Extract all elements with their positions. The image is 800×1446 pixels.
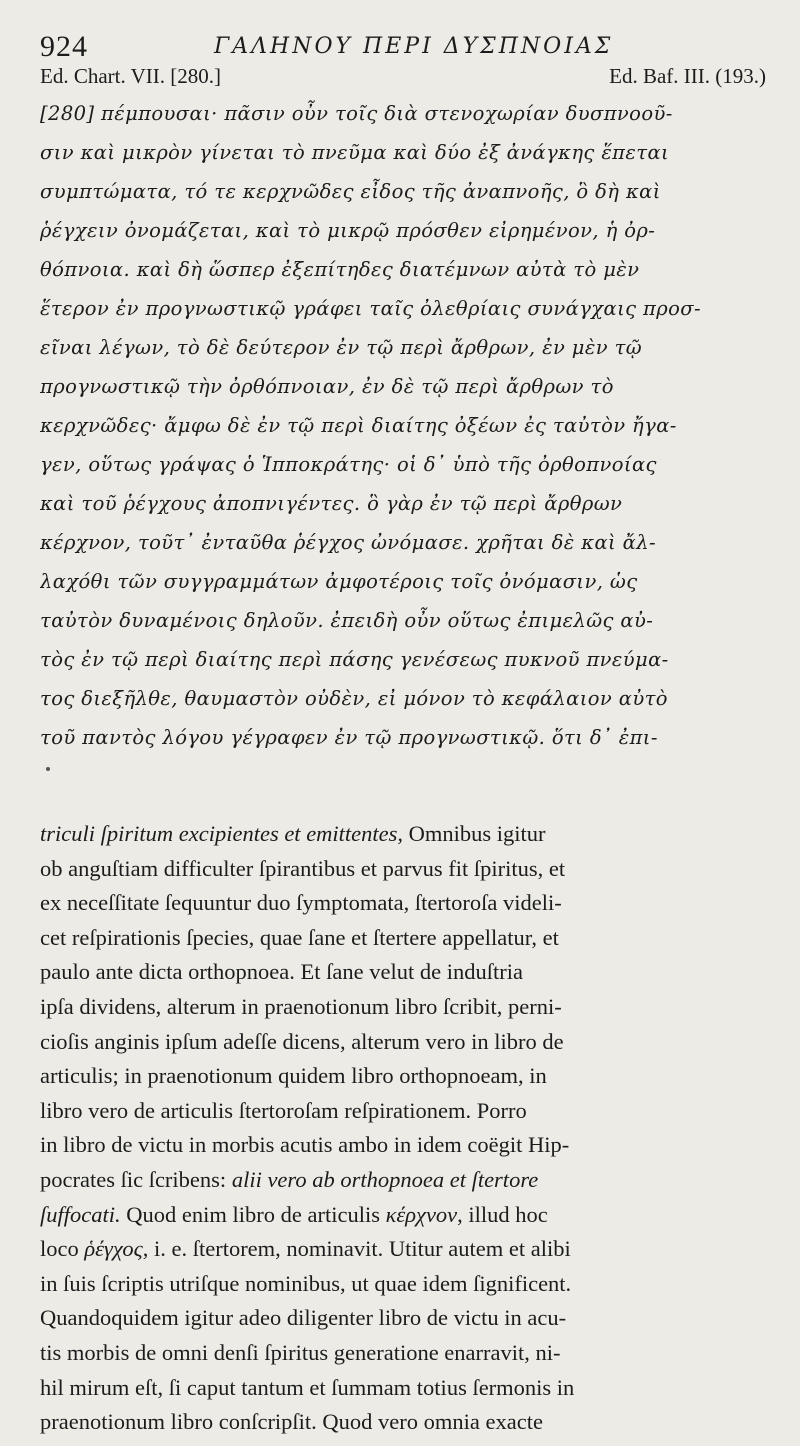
greek-line: σιν καὶ μικρὸν γίνεται τὸ πνεῦμα καὶ δύο ἐξ ἀνάγκης ἕπεται [40,141,670,164]
edition-chartier-reference: Ed. Chart. VII. [280.] [40,64,221,88]
latin-segment: cet reſpirationis ſpecies, quae ſane et ſtertere appellatur, et [40,924,559,950]
latin-quotation-italic: alii vero ab orthopnoea et ſtertore [231,1166,539,1192]
latin-line [40,921,766,956]
ink-speck [46,767,50,771]
latin-segment: ipſa dividens, alterum in praenotionum libro ſcribit, perni- [40,993,562,1019]
greek-line: ῥέγχειν ὀνομάζεται, καὶ τὸ μικρῷ πρόσθεν εἰρημένον, ἡ ὀρ- [40,219,656,242]
latin-line [40,1232,766,1267]
latin-line [40,1198,766,1233]
edition-references [40,64,766,94]
latin-italic-segment: ſuffocati. [40,1201,121,1227]
greek-line: ἕτερον ἐν προγνωστικῷ γράφει ταῖς ὀλεθρίαις συνάγχαις προσ- [40,297,701,320]
greek-term-italic: κέρχνον [385,1201,458,1227]
running-head [40,22,766,64]
latin-segment: , i. e. ſtertorem, nominavit. Utitur autem et alibi [142,1236,571,1262]
greek-line: καὶ τοῦ ῥέγχους ἀποπνιγέντες. ὃ γὰρ ἐν τῷ περὶ ἄρθρων [40,492,623,515]
latin-line [40,1267,766,1302]
latin-segment: hil mirum eſt, ſi caput tantum et ſummam totius ſermonis in [40,1374,575,1400]
latin-segment: Quandoquidem igitur adeo diligenter libro de victu in acu- [40,1305,567,1331]
greek-line: κέρχνον, τοῦτ᾽ ἐνταῦθα ῥέγχος ὠνόμασε. χρῆται δὲ καὶ ἄλ- [40,531,656,554]
greek-line: θόπνοια. καὶ δὴ ὥσπερ ἐξεπίτηδες διατέμνων αὐτὰ τὸ μὲν [40,258,640,281]
latin-line [40,1405,766,1440]
column-separator-space [40,757,766,811]
latin-segment: , illud hoc [457,1201,548,1227]
greek-line: γεν, οὕτως γράψας ὁ Ἱπποκράτης· οἱ δ᾽ ὑπὸ τῆς ὀρθοπνοίας [40,453,657,476]
greek-term-italic: ῥέγχος [84,1236,143,1262]
latin-segment: libro vero de articulis ſtertoroſam reſpirationem. Porro [40,1097,527,1123]
greek-line: ταὐτὸν δυναμένοις δηλοῦν. ἐπειδὴ οὖν οὕτως ἐπιμελῶς αὐ- [40,609,654,632]
latin-segment: in ſuis ſcriptis utriſque nominibus, ut quae idem ſignificent. [40,1270,572,1296]
greek-line: εῖναι λέγων, τὸ δὲ δεύτερον ἐν τῷ περὶ ἄρθρων, ἐν μὲν τῷ [40,336,643,359]
greek-line: κερχνῶδες· ἄμφω δὲ ἐν τῷ περὶ διαίτης ὀξέων ἐς ταὐτὸν ἤγα- [40,414,677,437]
latin-line [40,1094,766,1129]
greek-line: προγνωστικῷ τὴν ὀρθόπνοιαν, ἐν δὲ τῷ περὶ ἄρθρων τὸ [40,375,614,398]
greek-line: τοῦ παντὸς λόγου γέγραφεν ἐν τῷ προγνωστικῷ. ὅτι δ᾽ ἐπι- [40,726,658,749]
latin-segment: praenotionum libro conſcripſit. Quod vero omnia exacte [40,1409,543,1435]
latin-segment: paulo ante dicta orthopnoea. Et ſane velut de induſtria [40,959,523,985]
latin-line [40,1025,766,1060]
latin-segment: loco [40,1236,85,1262]
latin-segment: in libro de victu in morbis acutis ambo in idem coëgit Hip- [40,1132,570,1158]
page-number: 924 [40,30,88,63]
greek-line: τὸς ἐν τῷ περὶ διαίτης περὶ πάσης γενέσεως πυκνοῦ πνεύμα- [40,648,669,671]
latin-segment: ex neceſſitate ſequuntur duo ſymptomata, ſtertoroſa videli- [40,890,562,916]
latin-line [40,1059,766,1094]
greek-text-column [40,94,766,757]
greek-line: λαχόθι τῶν συγγραμμάτων ἀμφοτέροις τοῖς ὀνόμασιν, ὡς [40,570,638,593]
running-title: ΓΑΛΗΝΟΥ ΠΕΡΙ ΔΥΣΠΝΟΙΑΣ [214,34,614,59]
latin-line [40,1163,766,1198]
latin-line [40,1128,766,1163]
latin-segment: tis morbis de omni denſi ſpiritus generatione enarravit, ni- [40,1339,561,1365]
latin-segment: Omnibus igitur [403,821,546,846]
greek-line: τος διεξῆλθε, θαυμαστὸν οὐδὲν, εἰ μόνον τὸ κεφάλαιον αὐτὸ [40,687,668,710]
latin-segment: ob anguſtiam difficulter ſpirantibus et parvus fit ſpiritus, et [40,855,566,881]
latin-line [40,1301,766,1336]
latin-segment: cioſis anginis ipſum adeſſe dicens, alterum vero in libro de [40,1028,564,1054]
latin-line [40,1371,766,1406]
latin-segment: Quod enim libro de articulis [120,1201,386,1227]
edition-basel-reference: Ed. Baf. III. (193.) [609,64,766,88]
latin-line [40,1336,766,1371]
latin-line [40,852,766,887]
latin-line [40,955,766,990]
latin-segment: pocrates ſic ſcribens: [40,1166,232,1192]
latin-line [40,990,766,1025]
latin-line [40,817,766,852]
latin-italic-segment: triculi ſpiritum excipientes et emittentes, [40,821,404,846]
latin-translation-column [40,817,766,1440]
greek-line: [280] πέμπουσαι· πᾶσιν οὖν τοῖς διὰ στενοχωρίαν δυσπνοοῦ- [40,102,673,125]
greek-line: συμπτώματα, τό τε κερχνῶδες εἶδος τῆς ἀναπνοῆς, ὃ δὴ καὶ [40,180,661,203]
latin-line [40,886,766,921]
latin-segment: articulis; in praenotionum quidem libro orthopnoeam, in [40,1063,547,1089]
